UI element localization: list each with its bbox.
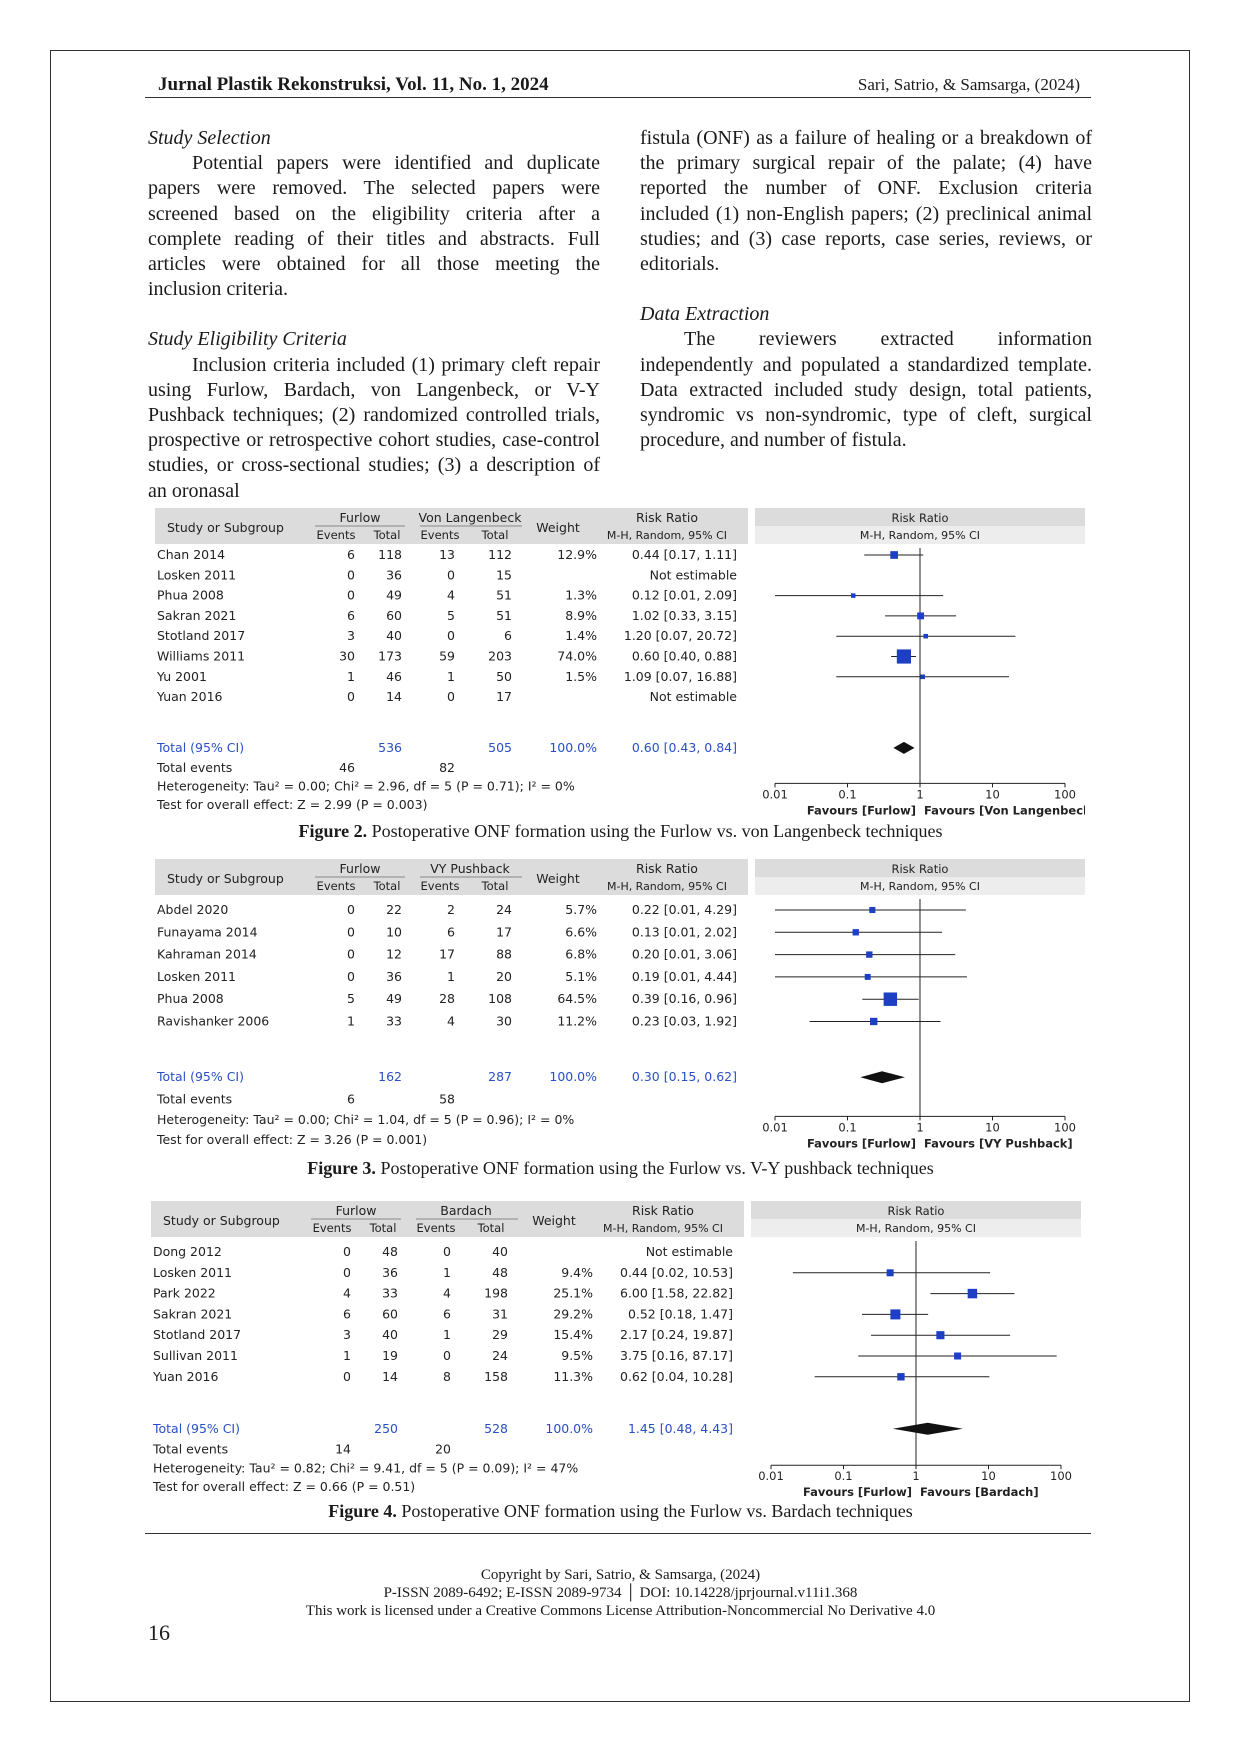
events-comparator: 1 [447, 968, 456, 984]
footer [0, 1566, 1241, 1620]
risk-ratio-value: Not estimable [649, 567, 737, 583]
total-weight: 100.0% [549, 739, 597, 755]
events-comparator: 1 [443, 1327, 452, 1343]
total-comparator: 158 [484, 1368, 509, 1384]
col-header-risk-ratio: Risk Ratio [632, 1202, 694, 1218]
total-n-furlow: 162 [378, 1069, 403, 1085]
total-furlow: 49 [386, 991, 403, 1007]
study-name: Abdel 2020 [157, 901, 229, 917]
col-header-group2: VY Pushback [430, 860, 510, 876]
weight-value: 1.4% [565, 628, 597, 644]
total-label: Total (95% CI) [157, 1069, 244, 1085]
risk-ratio-value: Not estimable [645, 1243, 733, 1259]
risk-ratio-value: 0.44 [0.02, 10.53] [620, 1264, 733, 1280]
weight-value: 25.1% [553, 1285, 594, 1301]
plot-header-rr-method: M-H, Random, 95% CI [859, 529, 981, 542]
col-header-total: Total [373, 528, 401, 542]
x-tick-label: 1 [912, 1469, 920, 1484]
total-comparator: 40 [492, 1243, 509, 1259]
total-comparator: 51 [496, 587, 512, 603]
forest-plot-figure-2 [155, 508, 1085, 824]
paragraph-eligibility-cont: fistula (ONF) as a failure of healing or a breakdown of the primary surgical repair of the palate; (4) have reported the number of ONF. Exclusion criteria included (1) non-English papers; (2) preclinical animal studies; and (3) case reports, case series, reviews, or editorials. [640, 127, 1092, 276]
study-square [968, 1289, 978, 1299]
total-n-furlow: 536 [378, 739, 402, 755]
study-name: Kahraman 2014 [157, 946, 257, 962]
events-furlow: 0 [343, 1243, 352, 1259]
total-events-comparator: 82 [439, 760, 455, 776]
col-header-study: Study or Subgroup [167, 870, 284, 886]
total-events-label: Total events [153, 1441, 229, 1457]
study-name: Yuan 2016 [157, 689, 223, 705]
figure-3-caption [0, 1158, 1241, 1179]
favours-right-label: Favours [Von Langenbeck] [924, 803, 1085, 818]
total-comparator: 112 [488, 547, 512, 562]
total-events-furlow: 46 [339, 760, 355, 776]
events-furlow: 6 [347, 547, 355, 562]
study-name: Dong 2012 [153, 1243, 222, 1259]
total-furlow: 46 [386, 668, 402, 684]
total-events-label: Total events [157, 1091, 233, 1107]
total-events-furlow: 14 [335, 1441, 352, 1457]
favours-left-label: Favours [Furlow] [806, 803, 916, 818]
page-number: 16 [148, 1620, 170, 1645]
figure-2-caption [0, 821, 1241, 842]
total-comparator: 50 [496, 668, 512, 684]
overall-effect-test: Test for overall effect: Z = 0.66 (P = 0.51) [153, 1479, 416, 1495]
total-weight: 100.0% [545, 1420, 594, 1436]
events-furlow: 5 [347, 991, 356, 1007]
x-tick-label: 10 [985, 1120, 1000, 1135]
figure-2-label: Figure 2. [298, 821, 368, 841]
events-comparator: 0 [443, 1243, 452, 1259]
plot-header-risk-ratio: Risk Ratio [891, 511, 949, 525]
favours-left-label: Favours [Furlow] [806, 1136, 916, 1151]
total-furlow: 36 [382, 1264, 399, 1280]
weight-value: 1.5% [565, 668, 597, 684]
total-comparator: 6 [504, 628, 512, 644]
col-header-events: Events [316, 878, 356, 893]
total-comparator: 15 [496, 567, 512, 583]
x-tick-label: 0.1 [834, 1469, 853, 1484]
col-header-study: Study or Subgroup [163, 1212, 280, 1228]
section-title-study-selection: Study Selection [148, 127, 271, 149]
events-furlow: 0 [347, 901, 356, 917]
events-comparator: 28 [439, 991, 456, 1007]
total-furlow: 14 [386, 689, 402, 705]
x-tick-label: 1 [916, 1120, 924, 1135]
events-comparator: 6 [447, 924, 456, 940]
risk-ratio-value: 0.44 [0.17, 1.11] [631, 547, 737, 562]
weight-value: 15.4% [553, 1327, 594, 1343]
col-header-rr-method: M-H, Random, 95% CI [606, 529, 728, 542]
study-square [897, 1373, 904, 1380]
heterogeneity-stats: Heterogeneity: Tau² = 0.82; Chi² = 9.41, df = 5 (P = 0.09); I² = 47% [153, 1460, 579, 1476]
total-furlow: 22 [386, 901, 403, 917]
col-header-weight: Weight [536, 520, 580, 535]
study-square [954, 1352, 961, 1359]
events-furlow: 30 [339, 648, 355, 664]
col-header-group1: Furlow [335, 1202, 377, 1218]
col-header-group1: Furlow [339, 510, 381, 525]
total-furlow: 12 [386, 946, 403, 962]
total-comparator: 51 [496, 607, 512, 623]
section-title-data-extraction: Data Extraction [640, 303, 770, 326]
total-furlow: 10 [386, 924, 403, 940]
figure-4-text: Postoperative ONF formation using the Furlow vs. Bardach techniques [401, 1501, 913, 1521]
weight-value: 9.4% [561, 1264, 594, 1280]
journal-title: Jurnal Plastik Rekonstruksi, Vol. 11, No. 1, 2024 [158, 74, 549, 95]
events-comparator: 4 [447, 587, 455, 603]
events-furlow: 6 [343, 1306, 352, 1322]
risk-ratio-value: Not estimable [649, 689, 737, 705]
overall-effect-test: Test for overall effect: Z = 3.26 (P = 0.001) [157, 1132, 428, 1148]
total-furlow: 33 [386, 1013, 403, 1029]
x-tick-label: 100 [1054, 1120, 1076, 1135]
events-furlow: 0 [347, 689, 355, 705]
weight-value: 29.2% [553, 1306, 594, 1322]
plot-header-rr-method: M-H, Random, 95% CI [856, 1221, 976, 1235]
col-header-total: Total [369, 1220, 397, 1235]
col-header-events: Events [420, 528, 460, 542]
total-events-label: Total events [157, 760, 233, 776]
events-comparator: 0 [447, 567, 455, 583]
total-label: Total (95% CI) [153, 1420, 241, 1436]
study-name: Phua 2008 [157, 587, 224, 603]
weight-value: 64.5% [557, 991, 598, 1007]
events-comparator: 17 [439, 946, 456, 962]
total-label: Total (95% CI) [157, 739, 245, 755]
total-furlow: 60 [382, 1306, 399, 1322]
study-square [865, 974, 871, 980]
total-risk-ratio: 1.45 [0.48, 4.43] [627, 1420, 733, 1436]
events-furlow: 1 [347, 1013, 356, 1029]
total-furlow: 40 [382, 1327, 399, 1343]
events-furlow: 3 [343, 1327, 352, 1343]
paragraph-data-extraction: The reviewers extracted information independently and populated a standardized template. Data extracted included study design, total patients, syndromic vs non-syndromic, type of cleft, surgical procedure, and number of fistula. [640, 328, 1092, 452]
study-square [866, 951, 872, 957]
col-header-rr-method: M-H, Random, 95% CI [603, 1221, 723, 1235]
favours-left-label: Favours [Furlow] [802, 1485, 912, 1500]
events-comparator: 0 [447, 628, 455, 644]
plot-header-risk-ratio: Risk Ratio [887, 1203, 945, 1218]
heterogeneity-stats: Heterogeneity: Tau² = 0.00; Chi² = 2.96, df = 5 (P = 0.71); I² = 0% [157, 778, 575, 794]
total-n-comparator: 505 [488, 739, 512, 755]
forest-plot-figure-3 [155, 859, 1085, 1159]
events-furlow: 0 [343, 1368, 352, 1384]
figure-4-label: Figure 4. [328, 1501, 397, 1521]
total-furlow: 48 [382, 1243, 399, 1259]
total-comparator: 17 [496, 924, 513, 940]
risk-ratio-value: 1.20 [0.07, 20.72] [623, 628, 737, 644]
study-name: Yu 2001 [157, 668, 207, 684]
x-tick-label: 0.1 [838, 1120, 857, 1135]
figure-2-text: Postoperative ONF formation using the Furlow vs. von Langenbeck techniques [371, 821, 943, 841]
weight-value: 8.9% [565, 607, 597, 623]
total-furlow: 19 [382, 1347, 399, 1363]
events-furlow: 0 [347, 946, 356, 962]
col-header-group2: Bardach [440, 1202, 492, 1218]
favours-right-label: Favours [VY Pushback] [923, 1136, 1073, 1151]
overall-effect-test: Test for overall effect: Z = 2.99 (P = 0.003) [157, 796, 428, 812]
weight-value: 5.1% [565, 968, 598, 984]
total-comparator: 30 [496, 1013, 513, 1029]
weight-value: 74.0% [557, 648, 597, 664]
risk-ratio-value: 0.13 [0.01, 2.02] [631, 924, 737, 940]
total-furlow: 49 [386, 587, 402, 603]
pooled-diamond [860, 1071, 905, 1083]
events-furlow: 0 [347, 924, 356, 940]
events-comparator: 4 [443, 1285, 452, 1301]
figure-3-label: Figure 3. [307, 1158, 376, 1178]
events-comparator: 0 [443, 1347, 452, 1363]
figure-4-caption [0, 1501, 1241, 1522]
forest-plot-figure-4 [151, 1201, 1081, 1506]
events-furlow: 0 [347, 968, 356, 984]
plot-header-rr-method: M-H, Random, 95% CI [860, 879, 980, 893]
forest-plot-svg-1 [155, 859, 1085, 1155]
study-name: Losken 2011 [153, 1264, 233, 1280]
col-header-total: Total [477, 1220, 505, 1235]
study-name: Chan 2014 [157, 547, 226, 562]
events-furlow: 4 [343, 1285, 352, 1301]
weight-value: 11.3% [553, 1368, 594, 1384]
header-rule [145, 97, 1091, 98]
x-tick-label: 0.01 [758, 1469, 784, 1484]
events-furlow: 3 [347, 628, 355, 644]
x-tick-label: 100 [1050, 1469, 1072, 1484]
plot-header-risk-ratio: Risk Ratio [891, 861, 949, 876]
x-tick-label: 100 [1054, 787, 1076, 802]
study-name: Losken 2011 [157, 567, 237, 583]
col-header-group2: Von Langenbeck [418, 510, 522, 525]
col-header-total: Total [481, 878, 509, 893]
study-square [920, 675, 925, 680]
study-name: Stotland 2017 [153, 1327, 242, 1343]
events-comparator: 1 [443, 1264, 452, 1280]
risk-ratio-value: 0.62 [0.04, 10.28] [620, 1368, 733, 1384]
x-tick-label: 10 [985, 787, 1000, 802]
risk-ratio-value: 1.09 [0.07, 16.88] [623, 668, 737, 684]
events-comparator: 4 [447, 1013, 456, 1029]
study-name: Funayama 2014 [157, 924, 258, 940]
footer-issn: P-ISSN 2089-6492; E-ISSN 2089-9734 │ DOI: 10.14228/jprjournal.v11i1.368 [383, 1585, 858, 1601]
weight-value: 12.9% [557, 547, 597, 562]
total-furlow: 173 [378, 648, 402, 664]
study-square [897, 649, 911, 663]
footer-copyright: Copyright by Sari, Satrio, & Samsarga, (2024) [480, 1567, 761, 1583]
study-square [870, 1018, 877, 1025]
risk-ratio-value: 0.60 [0.40, 0.88] [631, 648, 737, 664]
col-header-weight: Weight [532, 1212, 576, 1228]
total-events-comparator: 20 [435, 1441, 452, 1457]
study-name: Phua 2008 [157, 991, 224, 1007]
footer-rule [145, 1533, 1091, 1534]
col-header-total: Total [373, 878, 401, 893]
risk-ratio-value: 0.39 [0.16, 0.96] [631, 991, 737, 1007]
total-comparator: 88 [496, 946, 513, 962]
col-header-group1: Furlow [339, 860, 381, 876]
col-header-events: Events [312, 1220, 352, 1235]
running-authors: Sari, Satrio, & Samsarga, (2024) [857, 75, 1080, 94]
total-furlow: 36 [386, 968, 403, 984]
events-comparator: 5 [447, 607, 455, 623]
total-furlow: 118 [378, 547, 402, 562]
total-risk-ratio: 0.60 [0.43, 0.84] [631, 739, 737, 755]
study-square [851, 593, 855, 597]
weight-value: 6.6% [565, 924, 598, 940]
study-square [853, 929, 859, 935]
x-tick-label: 10 [981, 1469, 996, 1484]
col-header-rr-method: M-H, Random, 95% CI [607, 879, 727, 893]
weight-value: 9.5% [561, 1347, 594, 1363]
col-header-study: Study or Subgroup [167, 520, 284, 535]
total-comparator: 48 [492, 1264, 509, 1280]
study-square [917, 612, 924, 619]
study-name: Sullivan 2011 [153, 1347, 238, 1363]
heterogeneity-stats: Heterogeneity: Tau² = 0.00; Chi² = 1.04, df = 5 (P = 0.96); I² = 0% [157, 1111, 575, 1127]
events-furlow: 6 [347, 607, 355, 623]
study-name: Stotland 2017 [157, 628, 246, 644]
pooled-diamond [893, 742, 914, 754]
events-comparator: 13 [439, 547, 455, 562]
weight-value: 5.7% [565, 901, 598, 917]
forest-plot-svg-0 [155, 508, 1085, 820]
study-square [890, 1309, 900, 1319]
col-header-events: Events [420, 878, 460, 893]
weight-value: 6.8% [565, 946, 598, 962]
events-comparator: 6 [443, 1306, 452, 1322]
left-column [148, 126, 600, 504]
total-comparator: 24 [492, 1347, 509, 1363]
col-header-weight: Weight [536, 870, 580, 886]
risk-ratio-value: 3.75 [0.16, 87.17] [620, 1347, 733, 1363]
paragraph-eligibility: Inclusion criteria included (1) primary cleft repair using Furlow, Bardach, von Langenbeck, or V-Y Pushback techniques; (2) randomized controlled trials, prospective or retrospective cohort studies, case-control studies, or cross-sectional studies; (3) a description of an oronasal [148, 353, 600, 502]
section-title-eligibility: Study Eligibility Criteria [148, 328, 347, 351]
total-furlow: 40 [386, 628, 402, 644]
x-tick-label: 0.01 [762, 1120, 788, 1135]
right-column [640, 126, 1092, 453]
total-events-comparator: 58 [439, 1091, 456, 1107]
study-square [887, 1269, 894, 1276]
col-header-risk-ratio: Risk Ratio [636, 510, 698, 525]
figure-3-text: Postoperative ONF formation using the Furlow vs. V-Y pushback techniques [380, 1158, 934, 1178]
events-comparator: 2 [447, 901, 456, 917]
risk-ratio-value: 0.22 [0.01, 4.29] [631, 901, 737, 917]
x-tick-label: 0.01 [762, 787, 788, 802]
col-header-events: Events [316, 528, 356, 542]
pooled-diamond [893, 1423, 963, 1435]
col-header-total: Total [481, 528, 509, 542]
events-comparator: 8 [443, 1368, 452, 1384]
total-events-furlow: 6 [347, 1091, 356, 1107]
col-header-risk-ratio: Risk Ratio [636, 860, 698, 876]
events-furlow: 0 [347, 567, 355, 583]
total-furlow: 36 [386, 567, 402, 583]
events-furlow: 0 [347, 587, 355, 603]
total-furlow: 33 [382, 1285, 399, 1301]
favours-right-label: Favours [Bardach] [919, 1485, 1039, 1500]
risk-ratio-value: 6.00 [1.58, 22.82] [620, 1285, 733, 1301]
study-name: Williams 2011 [157, 648, 246, 664]
events-comparator: 59 [439, 648, 455, 664]
study-name: Yuan 2016 [153, 1368, 219, 1384]
study-name: Ravishanker 2006 [157, 1013, 270, 1029]
total-comparator: 29 [492, 1327, 509, 1343]
total-n-furlow: 250 [374, 1420, 399, 1436]
events-furlow: 0 [343, 1264, 352, 1280]
risk-ratio-value: 0.23 [0.03, 1.92] [631, 1013, 737, 1029]
study-name: Sakran 2021 [157, 607, 237, 623]
risk-ratio-value: 0.52 [0.18, 1.47] [627, 1306, 733, 1322]
events-furlow: 1 [347, 668, 355, 684]
footer-license: This work is licensed under a Creative Commons License Attribution-Noncommercial No Derivative 4.0 [305, 1603, 936, 1619]
x-tick-label: 0.1 [838, 787, 857, 802]
total-comparator: 17 [496, 689, 512, 705]
risk-ratio-value: 0.12 [0.01, 2.09] [631, 587, 737, 603]
study-square [923, 634, 928, 639]
total-furlow: 14 [382, 1368, 399, 1384]
study-name: Sakran 2021 [153, 1306, 233, 1322]
events-comparator: 0 [447, 689, 455, 705]
total-comparator: 198 [484, 1285, 509, 1301]
total-comparator: 24 [496, 901, 513, 917]
total-comparator: 203 [488, 648, 512, 664]
risk-ratio-value: 2.17 [0.24, 19.87] [620, 1327, 733, 1343]
weight-value: 11.2% [557, 1013, 598, 1029]
total-n-comparator: 528 [484, 1420, 509, 1436]
weight-value: 1.3% [565, 587, 597, 603]
paragraph-study-selection: Potential papers were identified and duplicate papers were removed. The selected papers were screened based on the eligibility criteria after a complete reading of their titles and abstracts. Full articles were obtained for all those meeting the inclusion criteria. [148, 152, 600, 301]
study-name: Park 2022 [153, 1285, 216, 1301]
study-square [884, 992, 897, 1005]
forest-plot-svg-2 [151, 1201, 1081, 1502]
total-comparator: 31 [492, 1306, 509, 1322]
risk-ratio-value: 0.19 [0.01, 4.44] [631, 968, 737, 984]
study-square [936, 1331, 944, 1339]
total-comparator: 20 [496, 968, 513, 984]
total-weight: 100.0% [549, 1069, 598, 1085]
total-risk-ratio: 0.30 [0.15, 0.62] [631, 1069, 737, 1085]
study-square [890, 551, 898, 559]
x-tick-label: 1 [916, 787, 924, 802]
risk-ratio-value: 1.02 [0.33, 3.15] [631, 607, 737, 623]
events-furlow: 1 [343, 1347, 352, 1363]
total-comparator: 108 [488, 991, 513, 1007]
study-name: Losken 2011 [157, 968, 237, 984]
study-square [869, 907, 875, 913]
col-header-events: Events [416, 1220, 456, 1235]
risk-ratio-value: 0.20 [0.01, 3.06] [631, 946, 737, 962]
events-comparator: 1 [447, 668, 455, 684]
total-n-comparator: 287 [488, 1069, 513, 1085]
total-furlow: 60 [386, 607, 402, 623]
